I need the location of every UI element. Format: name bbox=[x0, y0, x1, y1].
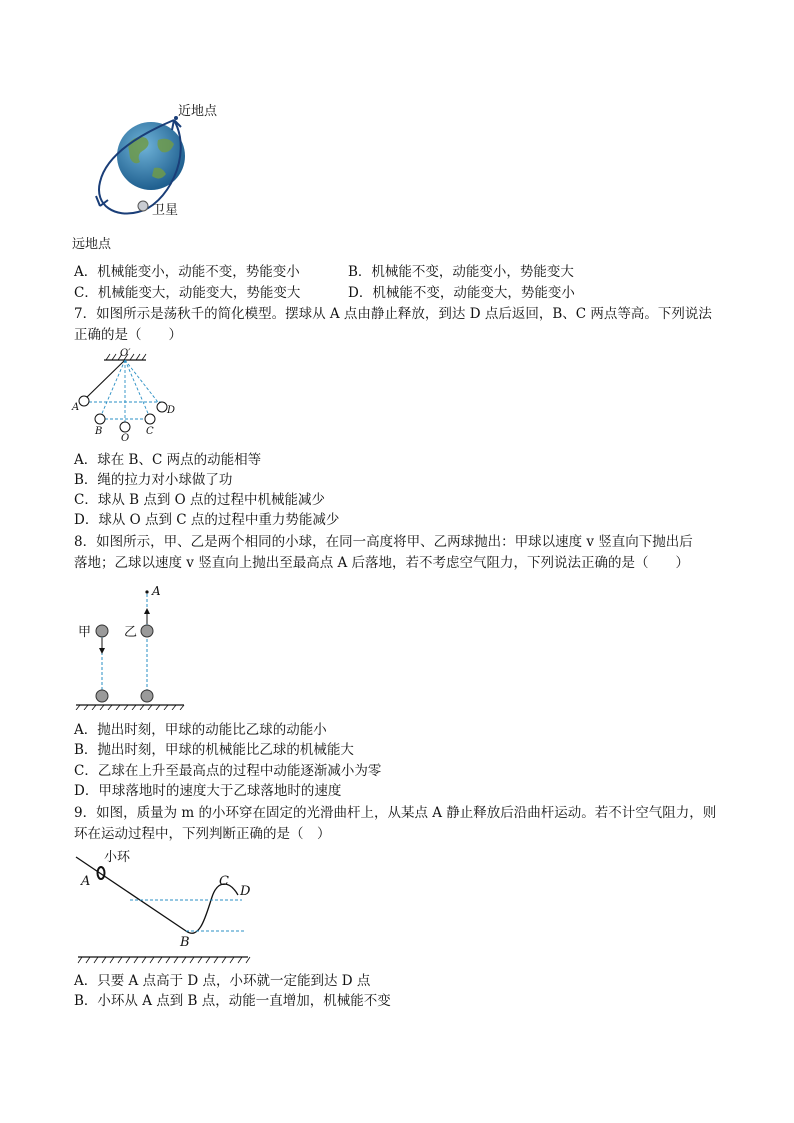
ball-yi bbox=[141, 625, 153, 637]
q9-stem-line2: 环在运动过程中，下列判断正确的是（ ） bbox=[74, 826, 331, 842]
yi-arrowhead bbox=[144, 608, 150, 614]
satellite-icon bbox=[138, 201, 148, 211]
label-a: A bbox=[152, 584, 161, 598]
label-yi: 乙 bbox=[124, 625, 138, 640]
q8-option-c: C．乙球在上升至最高点的过程中动能逐渐减小为零 bbox=[74, 763, 382, 779]
q6-option-c: C．机械能变大，动能变大，势能变大 bbox=[74, 285, 301, 301]
label-c: C bbox=[146, 426, 154, 437]
throw-balls-figure bbox=[72, 580, 192, 710]
label-jia: 甲 bbox=[78, 625, 92, 640]
label-c: C bbox=[219, 874, 229, 889]
ball-c bbox=[145, 414, 155, 424]
string-a bbox=[84, 360, 125, 400]
q7-option-a: A．球在 B、C 两点的动能相等 bbox=[74, 452, 262, 468]
ground-hatch bbox=[78, 957, 250, 963]
ball-yi-ground bbox=[141, 690, 153, 702]
label-b: B bbox=[180, 935, 190, 950]
ball-jia bbox=[96, 625, 108, 637]
ground-hatch bbox=[76, 705, 184, 710]
apogee-label: 远地点 bbox=[72, 237, 112, 252]
q9-stem-line1: 9．如图，质量为 m 的小环穿在固定的光滑曲杆上，从某点 A 静止释放后沿曲杆运动。若不计空气阻力，则 bbox=[74, 805, 717, 821]
label-a: A bbox=[72, 402, 80, 413]
label-ring: 小环 bbox=[104, 850, 131, 865]
label-a: A bbox=[81, 874, 91, 889]
q9-option-a: A．只要 A 点高于 D 点，小环就一定能到达 D 点 bbox=[74, 973, 371, 989]
q8-option-b: B．抛出时刻，甲球的机械能比乙球的机械能大 bbox=[74, 742, 354, 758]
label-d: D bbox=[167, 405, 176, 416]
ball-a bbox=[79, 396, 89, 406]
ball-d bbox=[157, 402, 167, 412]
ring-icon bbox=[98, 867, 105, 879]
earth bbox=[117, 122, 185, 190]
q8-stem-line2: 落地；乙球以速度 v 竖直向上抛出至最高点 A 后落地，若不考虑空气阻力，下列说法正确的是（ ） bbox=[74, 555, 690, 571]
q6-option-d: D．机械能不变，动能变大，势能变小 bbox=[348, 285, 575, 301]
satellite-orbit-figure bbox=[66, 96, 266, 256]
q7-option-d: D．球从 O 点到 C 点的过程中重力势能减少 bbox=[74, 512, 340, 528]
q7-option-c: C．球从 B 点到 O 点的过程中机械能减少 bbox=[74, 492, 325, 508]
q6-option-b: B．机械能不变，动能变小，势能变大 bbox=[348, 264, 574, 280]
q9-option-b: B．小环从 A 点到 B 点，动能一直增加，机械能不变 bbox=[74, 993, 391, 1009]
ball-o bbox=[120, 422, 130, 432]
ball-b bbox=[95, 414, 105, 424]
satellite-label: 卫星 bbox=[152, 203, 179, 218]
point-a-dot bbox=[145, 590, 148, 593]
ball-jia-ground bbox=[96, 690, 108, 702]
swing-figure bbox=[70, 346, 190, 446]
label-b: B bbox=[95, 426, 103, 437]
q7-stem-line1: 7．如图所示是荡秋千的简化模型。摆球从 A 点由静止释放，到达 D 点后返回，B、C 两点等高。下列说法 bbox=[74, 306, 712, 322]
ring-rod-figure bbox=[72, 845, 262, 965]
curved-rod bbox=[76, 857, 238, 933]
q8-option-d: D．甲球落地时的速度大于乙球落地时的速度 bbox=[74, 783, 342, 799]
perigee-label: 近地点 bbox=[178, 104, 218, 119]
q8-stem-line1: 8．如图所示，甲、乙是两个相同的小球，在同一高度将甲、乙两球抛出：甲球以速度 v 竖直向下抛出后 bbox=[74, 534, 693, 550]
label-o-prime: O′ bbox=[120, 348, 131, 359]
label-o: O bbox=[121, 433, 130, 444]
q7-stem-line2: 正确的是（ ） bbox=[74, 327, 182, 343]
q7-option-b: B．绳的拉力对小球做了功 bbox=[74, 472, 233, 488]
q6-option-a: A．机械能变小，动能不变，势能变小 bbox=[74, 264, 300, 280]
q8-option-a: A．抛出时刻，甲球的动能比乙球的动能小 bbox=[74, 722, 327, 738]
jia-arrowhead bbox=[99, 648, 105, 654]
label-d: D bbox=[240, 884, 251, 899]
